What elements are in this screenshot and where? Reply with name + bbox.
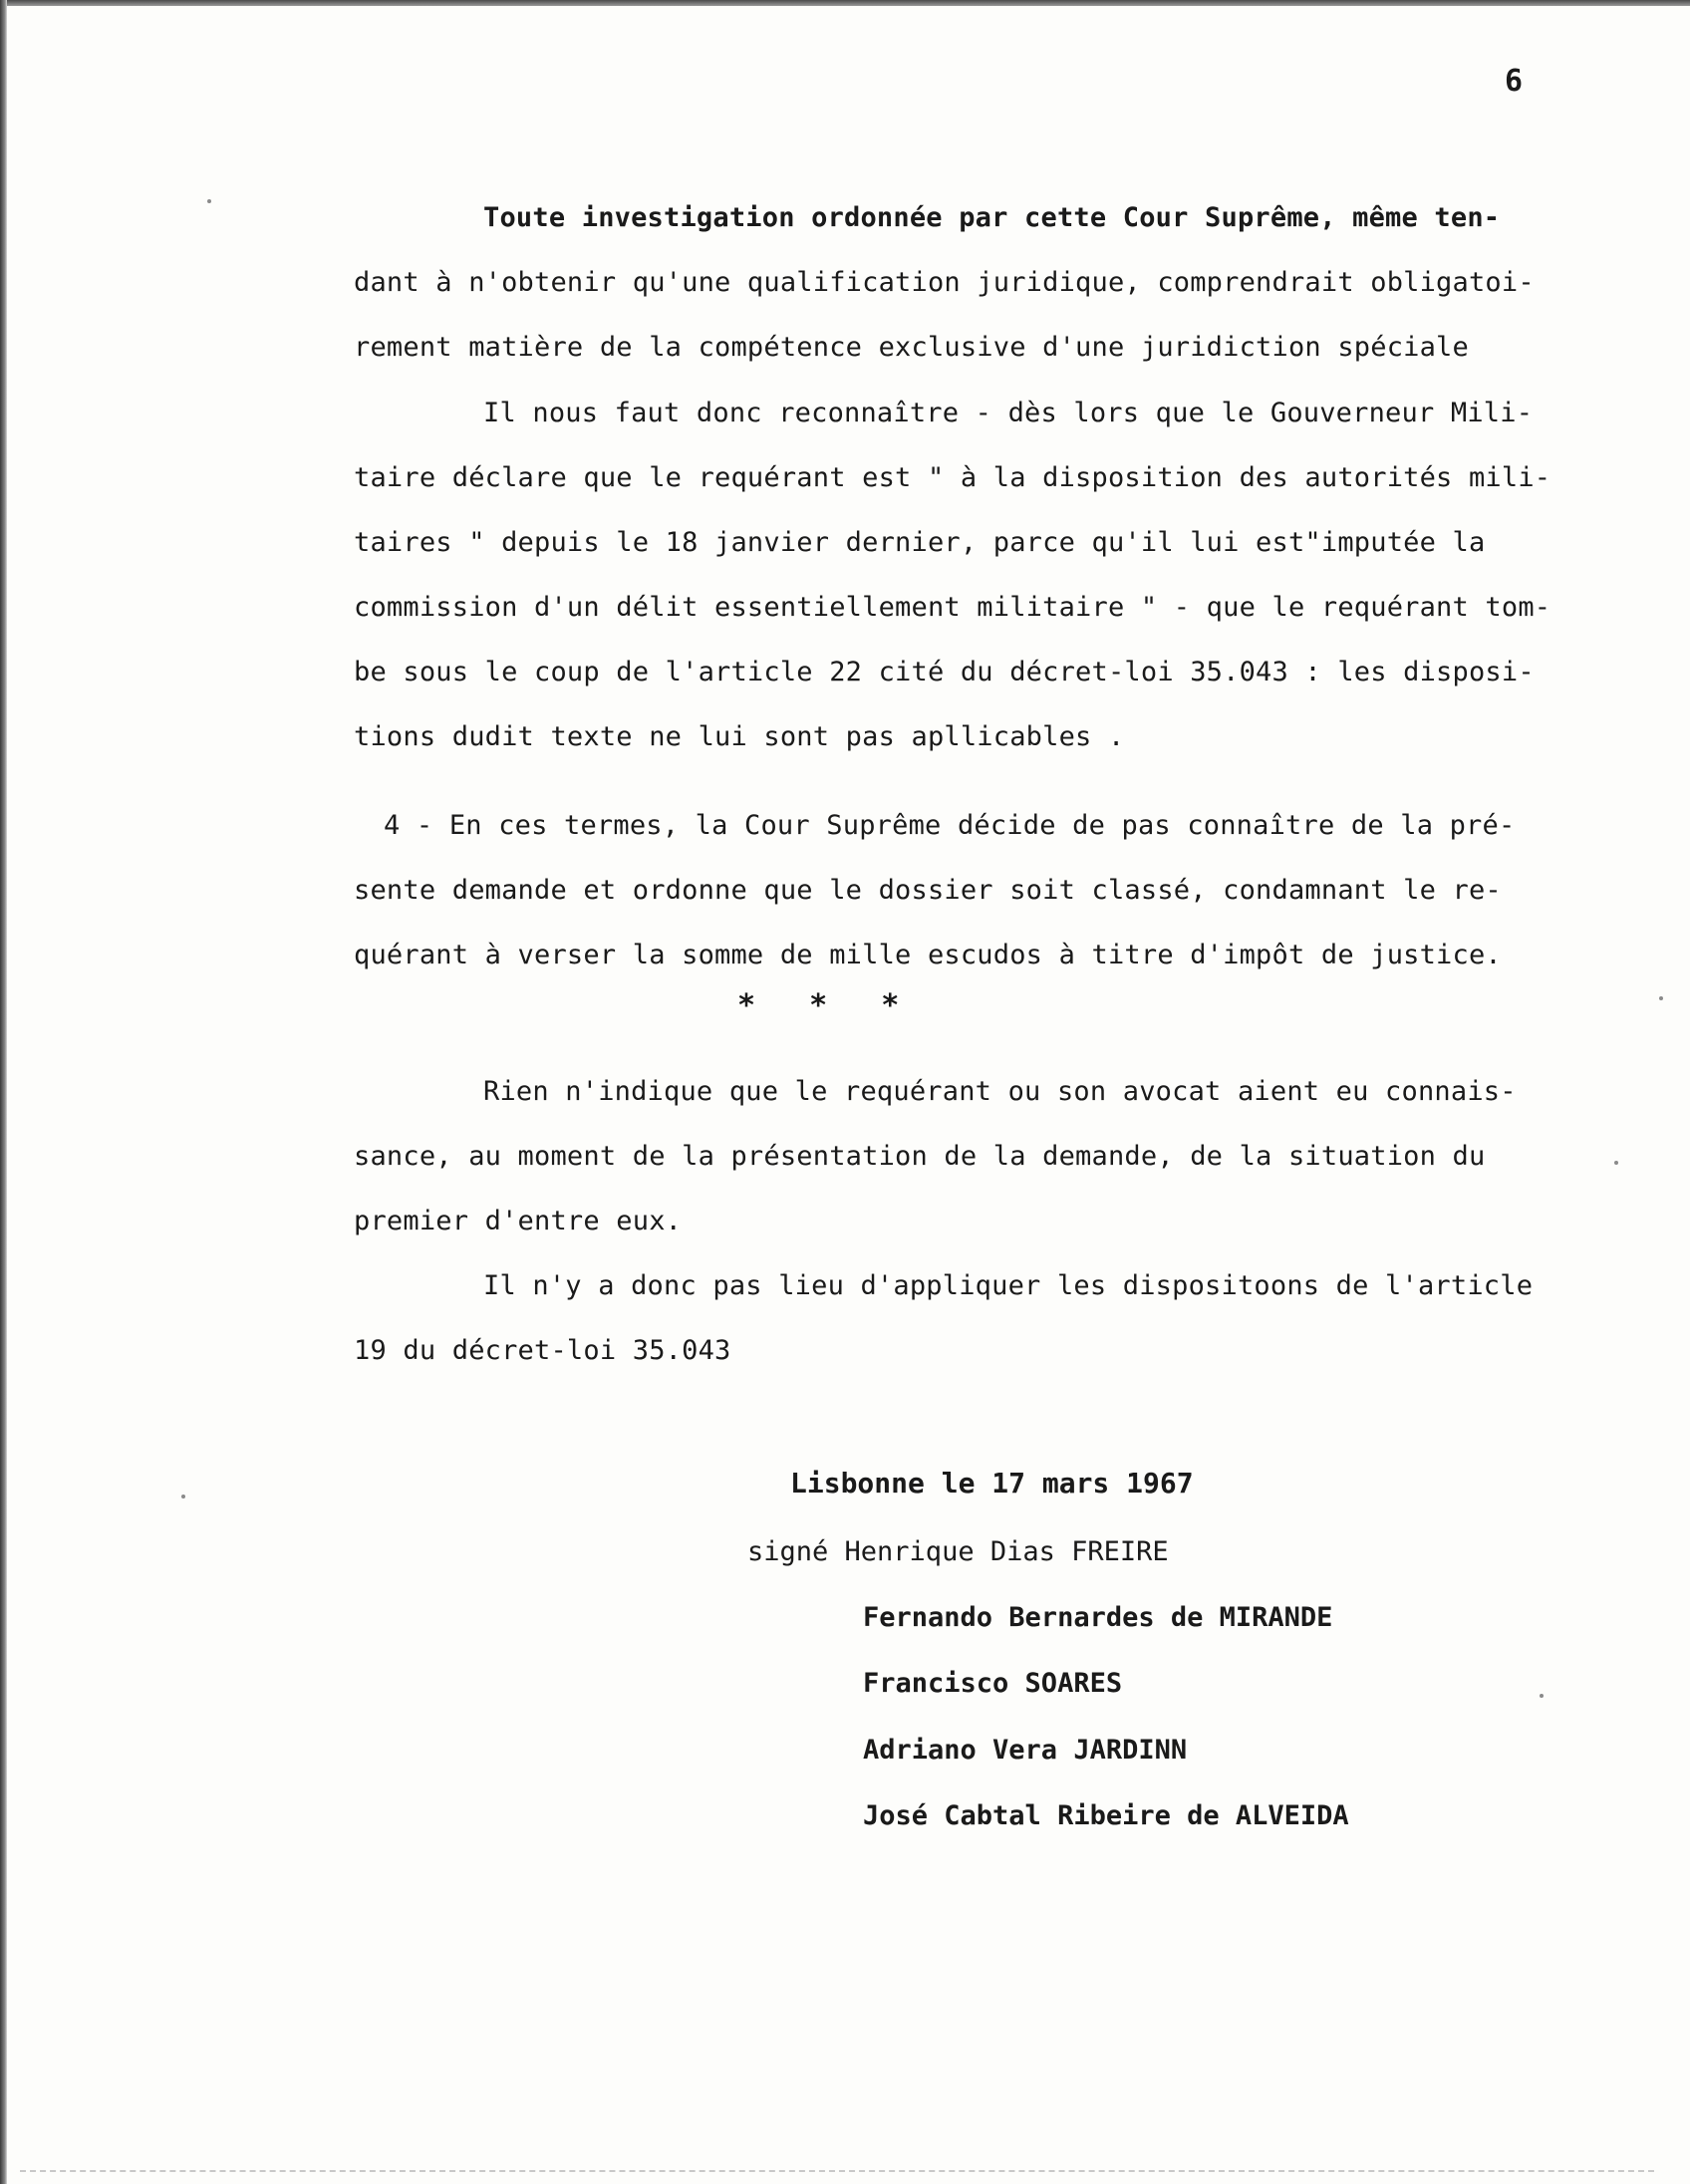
scan-speck: [1659, 996, 1663, 1000]
paragraph-line: Toute investigation ordonnée par cette Cour Suprême, même ten-: [483, 202, 1501, 233]
paragraph-line: sance, au moment de la présentation de la demande, de la situation du: [354, 1141, 1486, 1172]
paragraph-line: rement matière de la compétence exclusive d'une juridiction spéciale: [354, 332, 1469, 363]
scan-speck: [1614, 1161, 1618, 1165]
signatory-5: José Cabtal Ribeire de ALVEIDA: [863, 1800, 1349, 1831]
signatory-2: Fernando Bernardes de MIRANDE: [863, 1602, 1333, 1633]
paragraph-line: commission d'un délit essentiellement militaire " - que le requérant tom-: [354, 592, 1551, 623]
paragraph-line: be sous le coup de l'article 22 cité du décret-loi 35.043 : les disposi-: [354, 657, 1535, 687]
scan-edge-top: [0, 0, 1690, 6]
paragraph-line: taires " depuis le 18 janvier dernier, parce qu'il lui est"imputée la: [354, 527, 1486, 558]
paragraph-line: Rien n'indique que le requérant ou son avocat aient eu connais-: [483, 1076, 1517, 1107]
scan-edge-bottom: [20, 2170, 1654, 2172]
paragraph-line: quérant à verser la somme de mille escudos à titre d'impôt de justice.: [354, 940, 1502, 970]
paragraph-3: [354, 793, 1639, 987]
paragraph-5: [354, 1253, 1639, 1383]
paragraph-4: [354, 1059, 1639, 1253]
scan-speck: [181, 1495, 185, 1499]
paragraph-line: 4 - En ces termes, la Cour Suprême décide de pas connaître de la pré-: [384, 810, 1516, 841]
signatory-3: Francisco SOARES: [863, 1668, 1123, 1699]
page-number: 6: [1505, 64, 1524, 99]
scan-edge-left: [0, 0, 7, 2184]
signatory-4: Adriano Vera JARDINN: [863, 1735, 1188, 1766]
section-separator: * * *: [737, 988, 918, 1023]
paragraph-line: Il nous faut donc reconnaître - dès lors que le Gouverneur Mili-: [483, 398, 1534, 428]
paragraph-line: taire déclare que le requérant est " à la disposition des autorités mili-: [354, 462, 1551, 493]
paragraph-1: [354, 185, 1639, 380]
paragraph-line: dant à n'obtenir qu'une qualification juridique, comprendrait obligatoi-: [354, 267, 1535, 298]
signatory-1: signé Henrique Dias FREIRE: [747, 1536, 1169, 1567]
paragraph-2: [354, 381, 1639, 769]
paragraph-line: tions dudit texte ne lui sont pas apllicables .: [354, 721, 1125, 752]
paragraph-line: premier d'entre eux.: [354, 1206, 683, 1236]
scan-speck: [207, 199, 211, 203]
date-line: Lisbonne le 17 mars 1967: [790, 1467, 1194, 1500]
paragraph-line: 19 du décret-loi 35.043: [354, 1335, 731, 1366]
paragraph-line: Il n'y a donc pas lieu d'appliquer les dispositoons de l'article: [483, 1270, 1534, 1301]
paragraph-line: sente demande et ordonne que le dossier soit classé, condamnant le re-: [354, 875, 1502, 906]
scan-speck: [1540, 1694, 1544, 1698]
